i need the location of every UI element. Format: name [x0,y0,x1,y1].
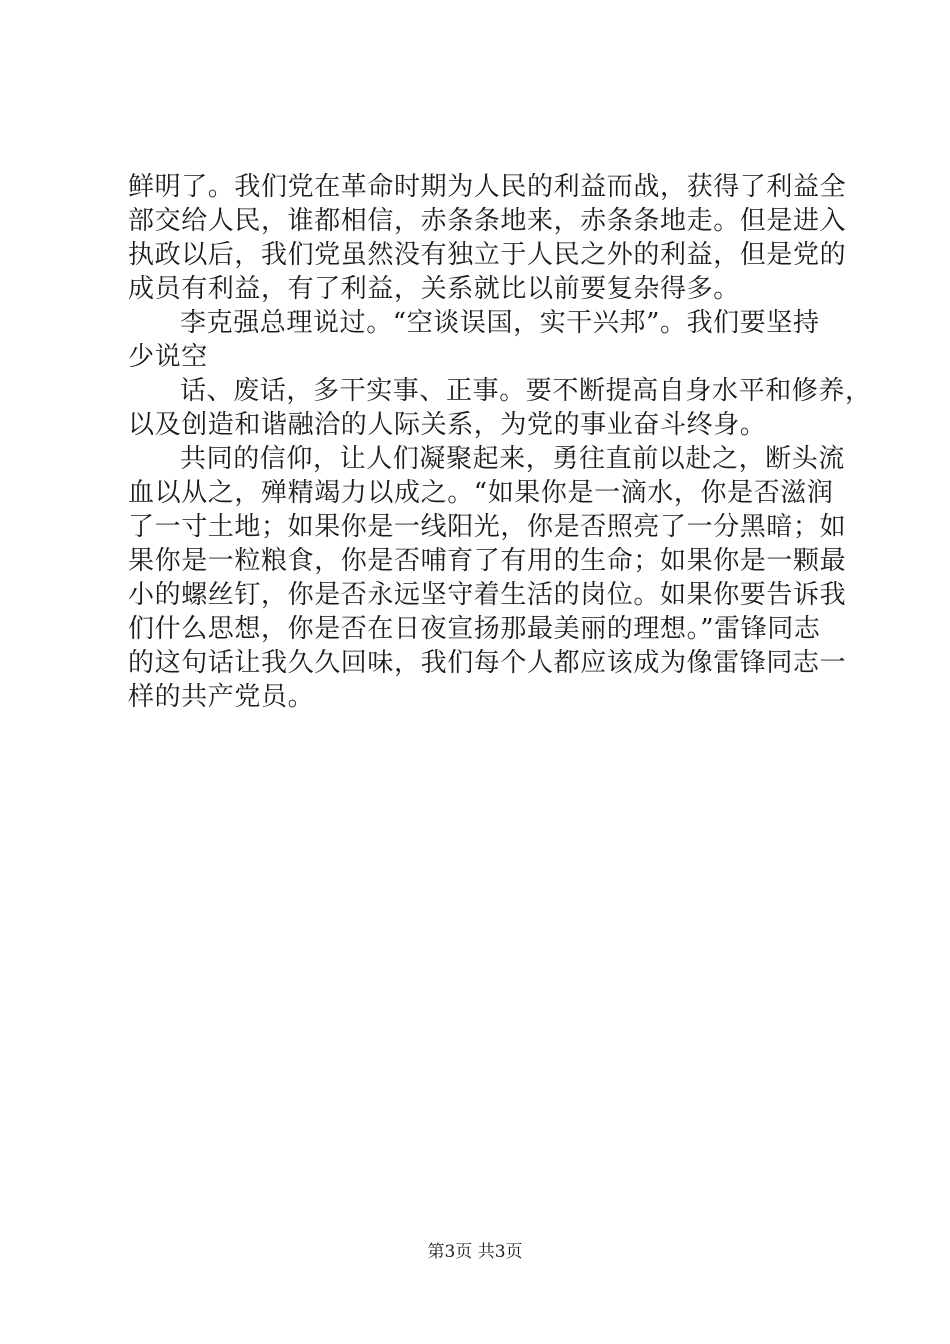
paragraph-start-line: 共同的信仰，让人们凝聚起来，勇往直前以赴之，断头流 [180,444,846,474]
text-line: 样的共产党员。 [128,682,315,712]
text-line: 部交给人民，谁都相信，赤条条地来，赤条条地走。但是进入 [128,206,847,236]
text-line: 果你是一粒粮食，你是否哺育了有用的生命；如果你是一颗最 [128,546,847,576]
text-line: 鲜明了。我们党在革命时期为人民的利益而战，获得了利益全 [128,172,847,202]
document-body [128,170,872,714]
text-line: 们什么思想，你是否在日夜宣扬那最美丽的理想。”雷锋同志 [128,614,821,644]
text-line-indented: 话、废话，多干实事、正事。要不断提高自身水平和修养， [180,376,872,406]
text-line: 了一寸土地；如果你是一线阳光，你是否照亮了一分黑暗；如 [128,512,847,542]
text-line: 小的螺丝钉，你是否永远坚守着生活的岗位。如果你要告诉我 [128,580,847,610]
text-line: 的这句话让我久久回味，我们每个人都应该成为像雷锋同志一 [128,648,847,678]
paragraph-start-line: 李克强总理说过。“空谈误国，实干兴邦”。我们要坚持 [180,308,820,338]
text-line: 成员有利益，有了利益，关系就比以前要复杂得多。 [128,274,740,304]
text-line: 少说空 [128,342,208,372]
text-line: 血以从之，殚精竭力以成之。“如果你是一滴水，你是否滋润 [128,478,834,508]
page-number-footer: 第3页 共3页 [427,1242,523,1262]
text-line: 以及创造和谐融洽的人际关系，为党的事业奋斗终身。 [128,410,767,440]
text-line: 执政以后，我们党虽然没有独立于人民之外的利益，但是党的 [128,240,847,270]
